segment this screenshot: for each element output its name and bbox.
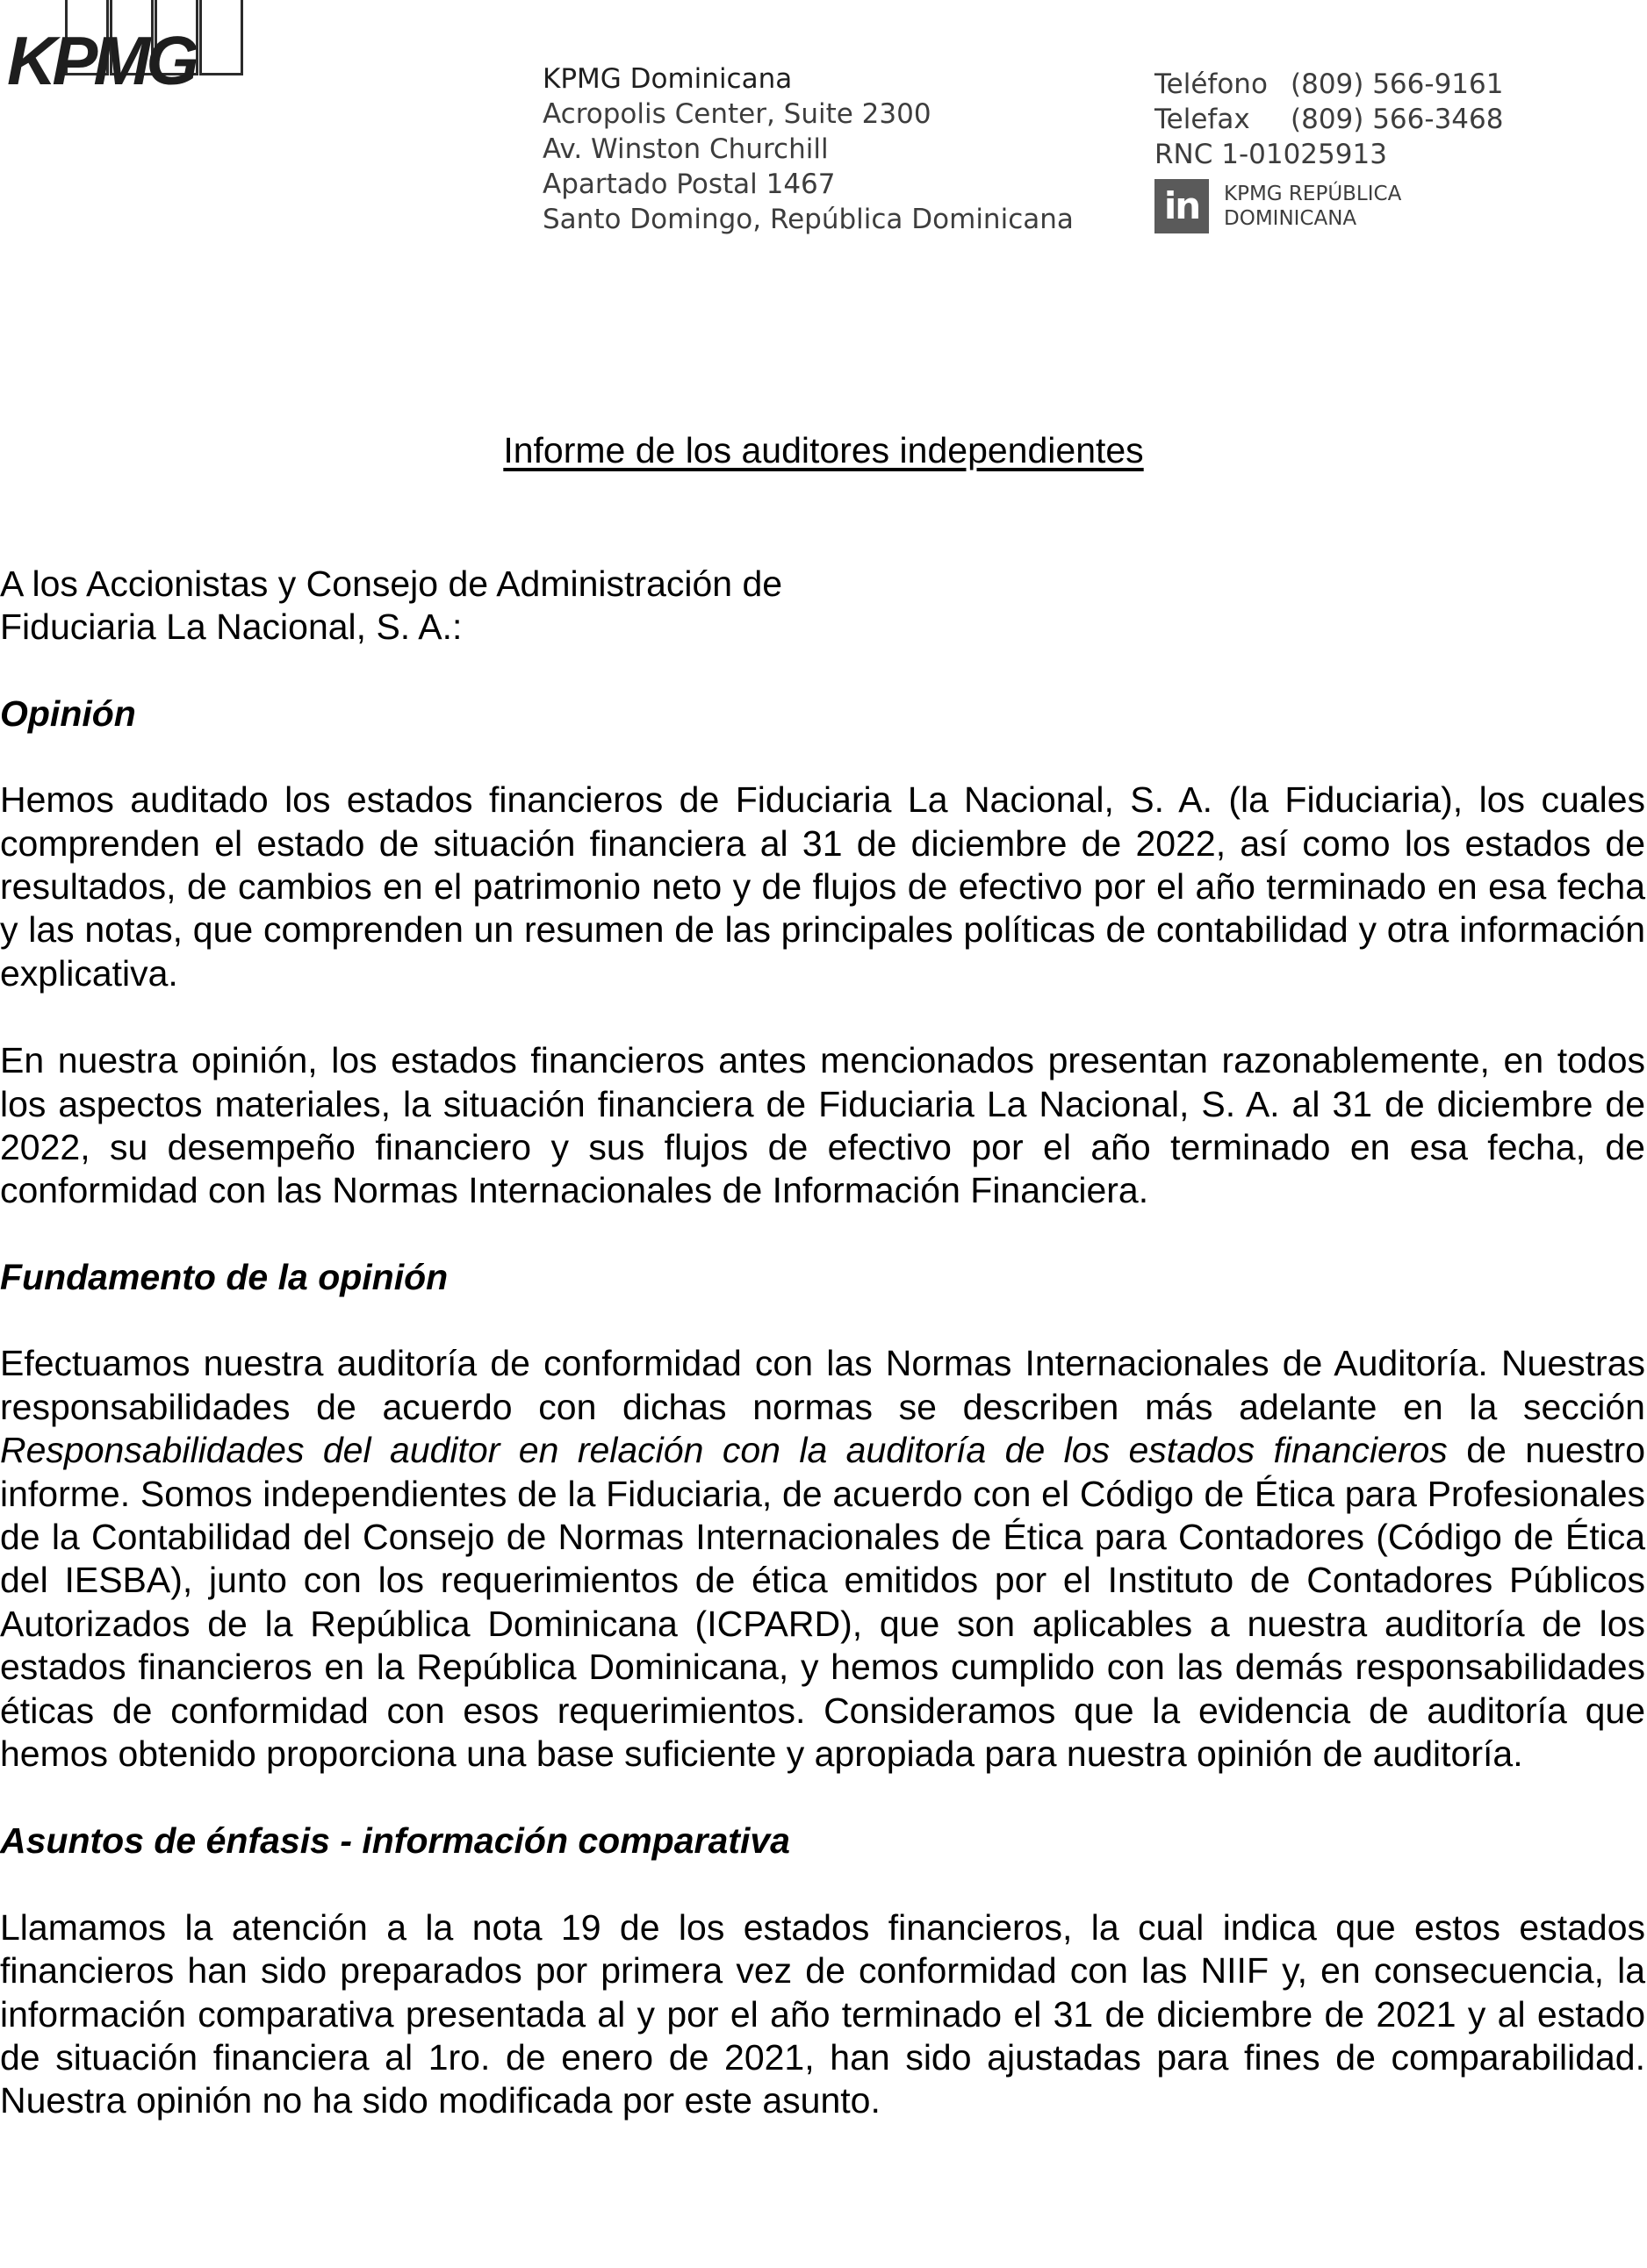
opinion-paragraph: En nuestra opinión, los estados financieros antes mencionados presentan razonablemente, en todos los aspectos materiales, la situación financiera de Fiduciaria La Nacional, S. A. al 31 de diciembre de 2022, su desempeño financiero y sus flujos de efectivo por el año terminado en esa fecha, de conformidad con las Normas Internacionales de Información Financiera. <box>0 1040 1645 1211</box>
fax-label: Telefax <box>1154 104 1250 135</box>
linkedin-handle <box>1224 182 1401 231</box>
rnc-number: RNC 1-01025913 <box>1154 139 1387 170</box>
report-body <box>0 563 1647 2123</box>
basis-heading: Fundamento de la opinión <box>0 1256 449 1297</box>
firm-contact <box>1154 67 1503 172</box>
emphasis-heading: Asuntos de énfasis - información comparativa <box>0 1820 790 1862</box>
emphasis-paragraph: Llamamos la atención a la nota 19 de los estados financieros, la cual indica que estos estados financieros han sido preparados por primera vez de conformidad con las NIIF y, en consecuencia, la información comparativa presentada al y por el año terminado el 31 de diciembre de 2021 y al estado de situación financiera al 1ro. de enero de 2021, han sido ajustadas para fines de comparabilidad. Nuestra opinión no ha sido modificada por este asunto. <box>0 1906 1645 2121</box>
basis-italic-reference: Responsabilidades del auditor en relación con la auditoría de los estados financieros <box>0 1430 1448 1471</box>
address-line: Apartado Postal 1467 <box>543 169 836 200</box>
address-line: KPMG Dominicana <box>543 63 793 95</box>
address-line: Acropolis Center, Suite 2300 <box>543 98 931 130</box>
salutation <box>0 563 1645 650</box>
firm-address <box>543 61 1074 237</box>
fax-value: (809) 566-3468 <box>1291 104 1504 135</box>
linkedin-icon[interactable]: in <box>1154 179 1209 233</box>
phone-row <box>1154 67 1503 102</box>
fax-row <box>1154 102 1503 137</box>
report-title: Informe de los auditores independientes <box>503 430 1144 470</box>
address-line: Santo Domingo, República Dominicana <box>543 204 1074 235</box>
kpmg-logo-wordmark: KPMG <box>7 22 195 99</box>
basis-text: de nuestro informe. Somos independientes de la Fiduciaria, de acuerdo con el Código de Ética para Profesionales de la Contabilidad del Consejo de Normas Internacionales de Ética para Contadores (Código de Ética del IESBA), junto con los requerimientos de ética emitidos por el Instituto de Contadores Públicos Autorizados de la República Dominicana (ICPARD), que son aplicables a nuestra auditoría de los estados financieros en la República Dominicana, y hemos cumplido con las demás responsabilidades éticas de conformidad con esos requerimientos. Consideramos que la evidencia de auditoría que hemos obtenido proporciona una base suficiente y apropiada para nuestra opinión de auditoría. <box>0 1430 1646 1774</box>
salutation-line: A los Accionistas y Consejo de Administración de <box>0 563 783 604</box>
salutation-line: Fiduciaria La Nacional, S. A.: <box>0 606 463 648</box>
kpmg-logo <box>7 0 253 98</box>
linkedin-handle-line: KPMG REPÚBLICA <box>1224 183 1402 205</box>
address-line: Av. Winston Churchill <box>543 133 829 165</box>
basis-paragraph <box>0 1342 1645 1776</box>
linkedin-handle-line: DOMINICANA <box>1224 207 1357 230</box>
phone-value: (809) 566-9161 <box>1291 68 1504 100</box>
opinion-paragraph: Hemos auditado los estados financieros de Fiduciaria La Nacional, S. A. (la Fiduciaria), los cuales comprenden el estado de situación financiera al 31 de diciembre de 2022, así como los estados de resultados, de cambios en el patrimonio neto y de flujos de efectivo por el año terminado en esa fecha y las notas, que comprenden un resumen de las principales políticas de contabilidad y otra información explicativa. <box>0 779 1645 994</box>
opinion-heading: Opinión <box>0 693 136 734</box>
phone-label: Teléfono <box>1154 68 1268 100</box>
basis-text: Efectuamos nuestra auditoría de conformidad con las Normas Internacionales de Auditoría. Nuestras responsabilidades de acuerdo con dichas normas se describen más adelante en la sección <box>0 1343 1645 1427</box>
